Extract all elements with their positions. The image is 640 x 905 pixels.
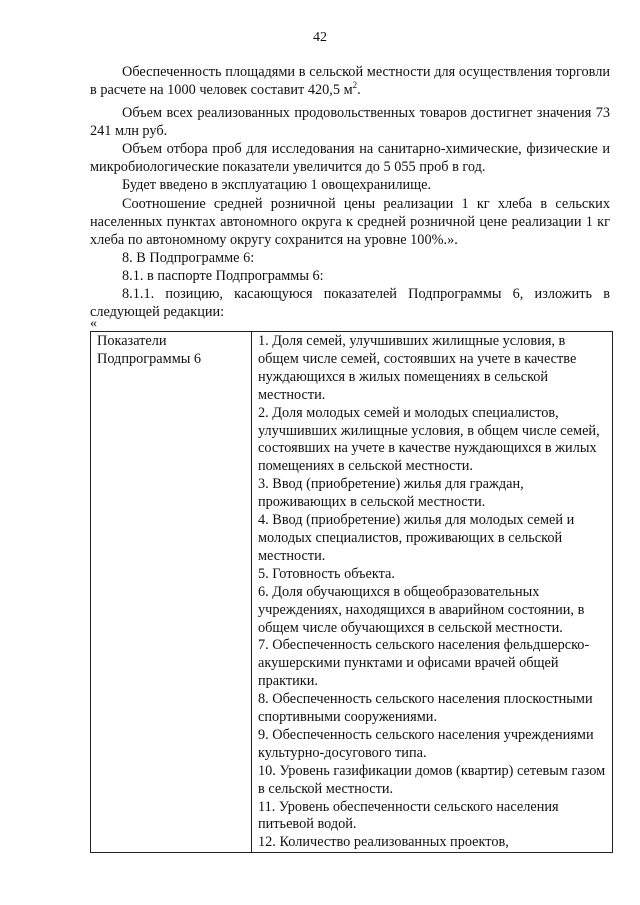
indicator-item: 4. Ввод (приобретение) жилья для молодых семей и молодых специалистов, проживающих в сельской местности. <box>258 512 575 564</box>
square-meter-superscript: 2 <box>352 80 358 91</box>
paragraph-bread-price: Соотношение средней розничной цены реализации 1 кг хлеба в сельских населенных пунктах автономного округа к средней розничной цене реализации 1 кг хлеба по автономному округу сохранится на уровне 100%.». <box>90 196 610 248</box>
indicators-label: Показатели Подпрограммы 6 <box>97 333 202 367</box>
indicator-item: 7. Обеспеченность сельского населения фельдшерско-акушерскими пунктами и офисами врачей общей практики. <box>258 637 590 690</box>
indicator-item: 5. Готовность объекта. <box>258 565 395 582</box>
indicator-item: 2. Доля молодых семей и молодых специалистов, улучшивших жилищные условия, в общем числе семей, состоявших на учете в качестве нуждающихся в жилых помещениях в сельской местности. <box>258 404 600 475</box>
indicators-table <box>90 331 613 853</box>
indicator-item: 12. Количество реализованных проектов, <box>258 834 509 851</box>
indicator-item: 1. Доля семей, улучшивших жилищные условия, в общем числе семей, состоявших на учете в качестве нуждающихся в жилых помещениях в сельской местности. <box>258 333 577 403</box>
indicator-item: 6. Доля обучающихся в общеобразовательных учреждениях, находящихся в аварийном состоянии, в общем числе обучающихся в сельской местности. <box>258 583 585 636</box>
indicator-item: 9. Обеспеченность сельского населения учреждениями культурно-досугового типа. <box>258 726 594 761</box>
paragraph-trade-area-end: . <box>357 82 361 98</box>
paragraph-passport: 8.1. в паспорте Подпрограммы 6: <box>122 268 324 284</box>
paragraph-food-volume: Объем всех реализованных продовольственных товаров достигнет значения 73 241 млн руб. <box>90 105 610 139</box>
indicators-label-cell <box>91 332 252 853</box>
indicator-item: 8. Обеспеченность сельского населения плоскостными спортивными сооружениями. <box>258 691 593 726</box>
opening-quote: « <box>90 316 97 331</box>
table-row <box>91 332 613 853</box>
indicator-item: 11. Уровень обеспеченности сельского населения питьевой водой. <box>258 798 559 833</box>
paragraph-trade-area-text: Обеспеченность площадями в сельской местности для осуществления торговли в расчете на 1000 человек составит 420,5 м <box>90 64 610 98</box>
paragraph-subprogram-6: 8. В Подпрограмме 6: <box>122 250 255 266</box>
indicators-list-cell <box>252 332 613 853</box>
indicator-item: 10. Уровень газификации домов (квартир) сетевым газом в сельской местности. <box>258 762 606 797</box>
paragraph-sampling: Объем отбора проб для исследования на санитарно-химические, физические и микробиологические показатели увеличится до 5 055 проб в год. <box>90 141 610 175</box>
paragraph-trade-area <box>90 63 610 99</box>
page-number: 42 <box>313 30 327 45</box>
paragraph-vegetable-storage: Будет введено в эксплуатацию 1 овощехранилище. <box>122 177 432 193</box>
paragraph-position: 8.1.1. позицию, касающуюся показателей Подпрограммы 6, изложить в следующей редакции: <box>90 286 610 320</box>
indicator-item: 3. Ввод (приобретение) жилья для граждан, проживающих в сельской местности. <box>258 476 524 511</box>
